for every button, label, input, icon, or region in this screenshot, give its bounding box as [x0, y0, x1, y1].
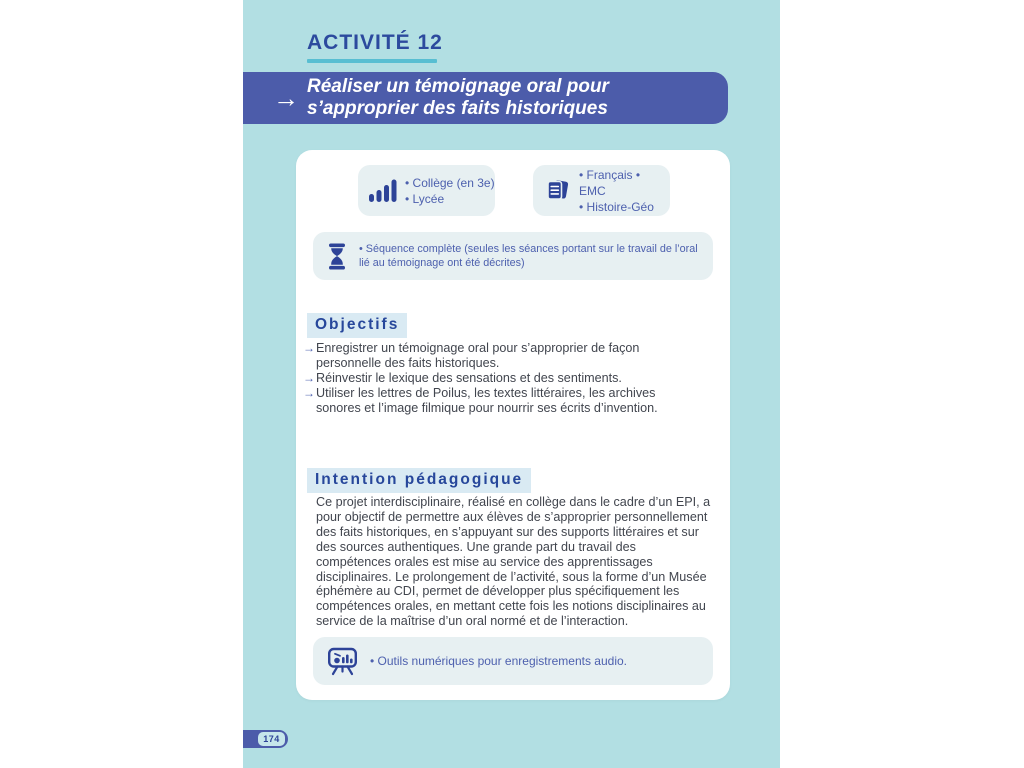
page-number-pill — [243, 730, 288, 748]
level-line1: • Collège (en 3e) — [405, 175, 495, 190]
intention-paragraph: Ce projet interdisciplinaire, réalisé en collège dans le cadre d’un EPI, a pour objectif de permettre aux élèves de s’approprier personnellement des faits historiques, en s’appuyant sur des supports littéraires et sur des sources authentiques. Une grande part du travail des compétences orales est mise au service des apprentissages disciplinaires. Le prolongement de l’activité, sous la forme d’un Musée éphémère au CDI, permet de développer plus spécifiquement les compétences orales, en mettant cette fois les notions disciplinaires au service de la maîtrise d’un oral normé et de l’interaction. — [316, 495, 711, 629]
hourglass-icon — [327, 243, 347, 270]
arrow-bullet-icon: → — [303, 385, 315, 400]
document-page — [243, 0, 780, 768]
objectif-text: Utiliser les lettres de Poilus, les textes littéraires, les archives sonores et l’image filmique pour nourrir ses écrits d’invention. — [316, 385, 658, 415]
content-card — [296, 150, 730, 700]
level-badge-text — [405, 175, 495, 207]
page-number: 174 — [263, 734, 280, 744]
intention-heading: Intention pédagogique — [307, 468, 531, 493]
banner-title-line1: Réaliser un témoignage oral pour — [307, 76, 609, 97]
bar-chart-icon — [369, 178, 397, 203]
presentation-board-icon — [327, 647, 358, 676]
banner-title — [307, 76, 609, 120]
activity-header — [307, 31, 443, 63]
banner-title-line2: s’approprier des faits historiques — [307, 98, 608, 119]
activity-label: ACTIVITÉ 12 — [307, 31, 443, 54]
duration-badge — [313, 232, 713, 280]
tools-badge — [313, 637, 713, 685]
tools-badge-text: • Outils numériques pour enregistrements audio. — [370, 654, 627, 668]
duration-badge-text: • Séquence complète (seules les séances portant sur le travail de l’oral lié au témoignage ont été décrites) — [359, 243, 698, 269]
objectif-text: Réinvestir le lexique des sensations et des sentiments. — [316, 370, 622, 385]
list-item — [303, 386, 701, 416]
arrow-bullet-icon: → — [303, 341, 315, 355]
documents-icon — [544, 177, 571, 204]
subjects-badge — [533, 165, 670, 216]
page-number-box — [258, 732, 285, 746]
objectifs-list — [303, 341, 701, 416]
arrow-icon: → — [273, 83, 299, 113]
title-banner — [243, 72, 728, 124]
level-line2: • Lycée — [405, 191, 445, 206]
subjects-line2: • Histoire-Géo — [579, 199, 654, 214]
list-item — [303, 371, 701, 386]
list-item — [303, 341, 701, 371]
subjects-badge-text — [579, 167, 670, 215]
objectifs-heading: Objectifs — [307, 313, 407, 338]
arrow-bullet-icon: → — [303, 370, 315, 385]
level-badge — [358, 165, 495, 216]
subjects-line1: • Français • EMC — [579, 167, 641, 198]
objectif-text: Enregistrer un témoignage oral pour s’approprier de façon personnelle des faits historiques. — [316, 341, 640, 370]
activity-underline — [307, 59, 437, 63]
